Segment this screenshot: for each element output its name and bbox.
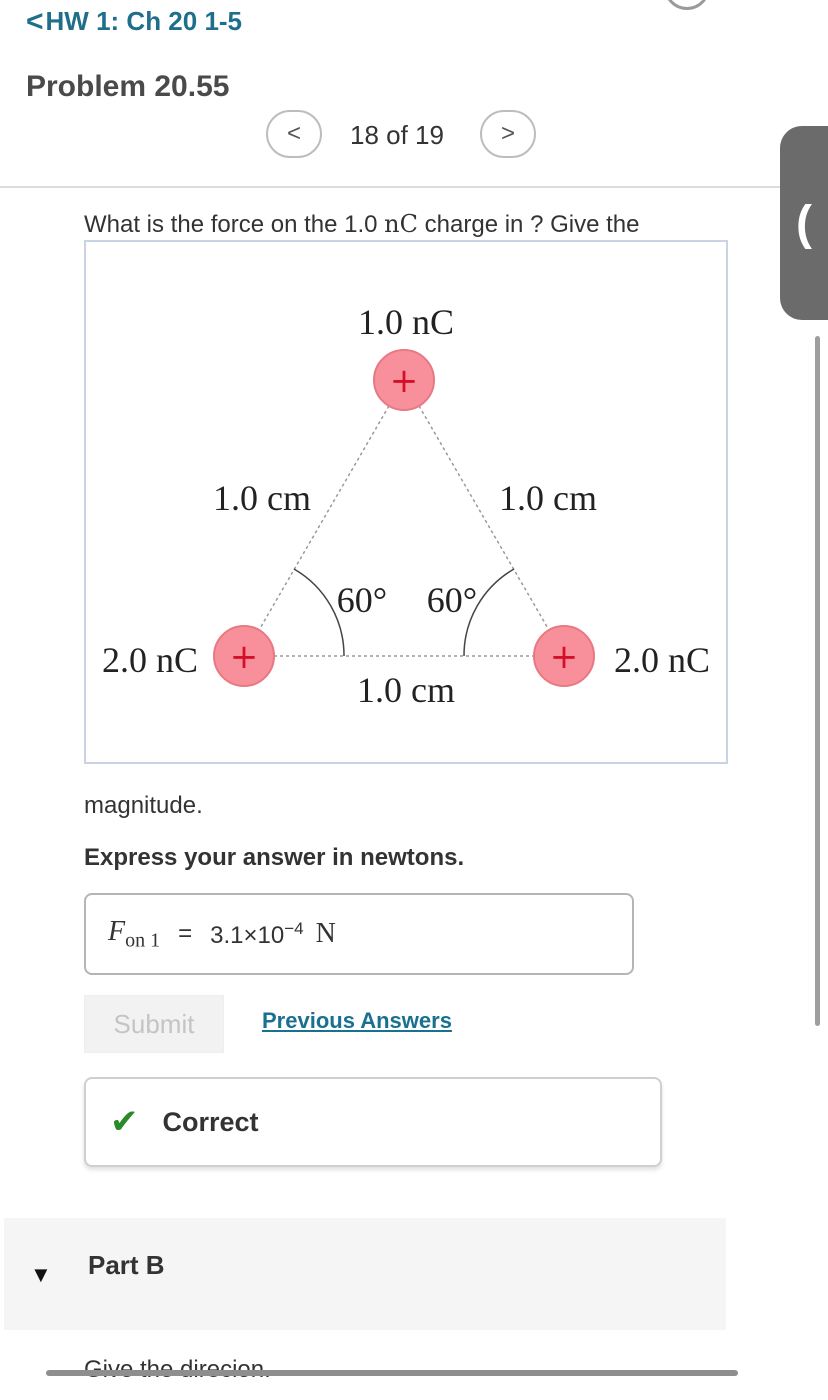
left-charge	[214, 626, 274, 686]
question-math: nC	[384, 210, 418, 238]
question-text	[84, 210, 639, 239]
left-charge-label: 2.0 nC	[101, 640, 199, 680]
question-prefix: What is the force on the 1.0	[84, 211, 385, 238]
feedback-text: Correct	[162, 1106, 259, 1137]
side-panel-tab[interactable]	[780, 126, 828, 320]
right-charge	[534, 626, 594, 686]
left-angle-label: 60°	[336, 580, 388, 620]
submit-button[interactable]: Submit	[84, 995, 224, 1053]
answer-unit: N	[315, 918, 336, 949]
top-charge-label: 1.0 nC	[357, 302, 455, 342]
top-charge-sign: +	[389, 361, 419, 401]
problem-title: Problem 20.55	[26, 70, 230, 103]
assignment-title: HW 1: Ch 20 1-5	[45, 6, 243, 36]
answer-exponent: −4	[284, 918, 304, 938]
answer-variable-subscript: on 1	[125, 929, 161, 952]
base-label: 1.0 cm	[357, 670, 455, 710]
answer-input[interactable]	[84, 893, 634, 975]
part-b-label: Part B	[88, 1250, 165, 1280]
feedback-box	[84, 1077, 662, 1167]
charge-triangle-figure	[84, 240, 728, 764]
answer-instruction: Express your answer in newtons.	[84, 844, 465, 871]
answer-equals: =	[178, 920, 193, 947]
chevron-left-icon: <	[26, 4, 44, 38]
charge-diagram	[86, 242, 726, 762]
top-charge	[374, 350, 434, 410]
top-circle-icon	[664, 0, 710, 10]
problem-count: 18 of 19	[350, 120, 444, 150]
next-problem-button[interactable]: >	[480, 110, 536, 158]
answer-variable	[108, 916, 160, 953]
vertical-scrollbar[interactable]	[815, 336, 820, 1026]
right-charge-sign: +	[549, 637, 579, 677]
horizontal-scrollbar[interactable]	[46, 1370, 738, 1376]
expand-triangle-icon: ▼	[30, 1262, 52, 1287]
left-side-label: 1.0 cm	[213, 478, 311, 518]
question-continuation: magnitude.	[84, 792, 203, 819]
answer-mantissa: 3.1×10	[210, 921, 285, 949]
right-side-label: 1.0 cm	[499, 478, 597, 518]
back-to-assignment-link[interactable]	[26, 6, 242, 37]
checkmark-icon: ✔	[110, 1103, 139, 1141]
left-charge-sign: +	[229, 637, 259, 677]
question-suffix: charge in ? Give the	[418, 211, 640, 238]
right-angle-label: 60°	[426, 580, 478, 620]
right-charge-label: 2.0 nC	[613, 640, 711, 680]
panel-chevron-icon: (	[796, 196, 812, 250]
answer-value	[210, 919, 303, 950]
problem-pager	[266, 110, 536, 160]
header-divider	[0, 186, 828, 188]
answer-variable-letter: F	[108, 915, 126, 947]
previous-answers-link[interactable]: Previous Answers	[262, 1008, 452, 1033]
part-b-header[interactable]	[4, 1218, 726, 1330]
previous-problem-button[interactable]: <	[266, 110, 322, 158]
